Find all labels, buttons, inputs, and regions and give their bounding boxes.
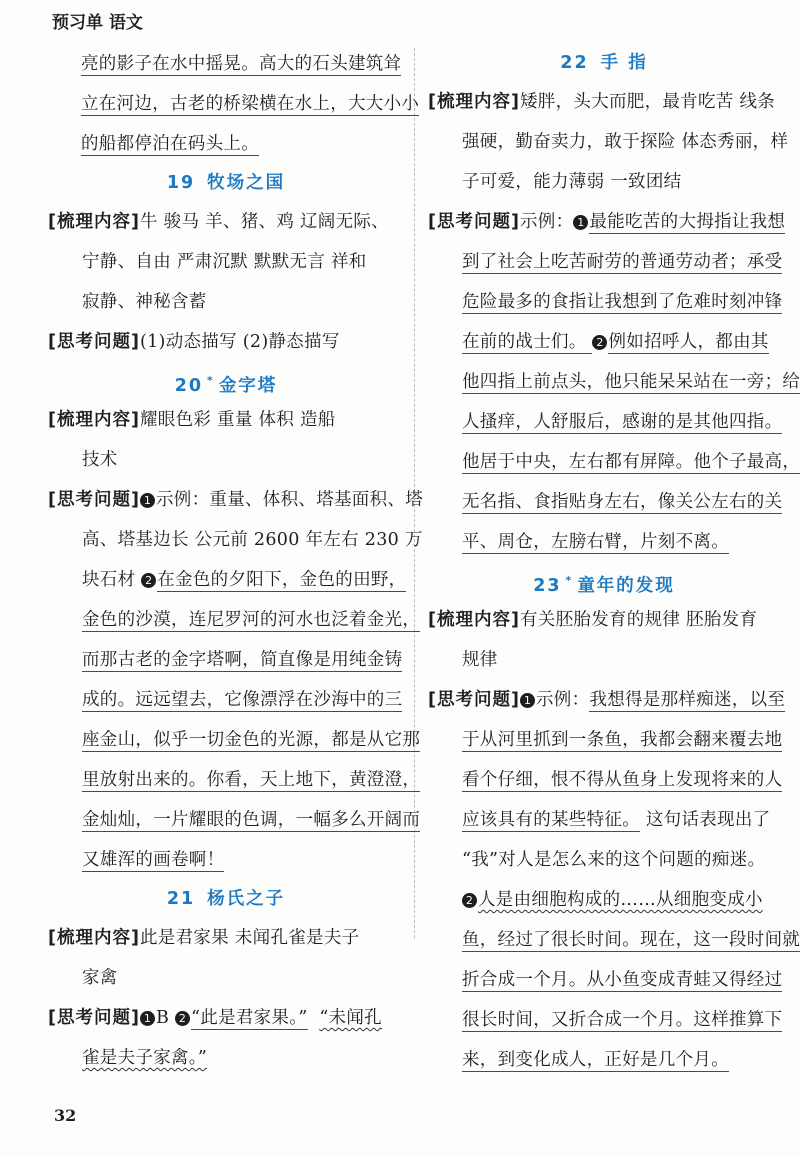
circled-number-icon: 2 (462, 893, 477, 908)
question-label: [思考问题] (428, 212, 520, 232)
text-line: 到了社会上吃苦耐劳的普通劳动者；承受 (462, 252, 783, 272)
circled-number-icon: 1 (140, 493, 155, 508)
circled-number-icon: 2 (175, 1011, 190, 1026)
text-line: [思考问题] 1 示例：我想得是那样痴迷，以至 (428, 690, 786, 710)
text-line: 于从河里抓到一条鱼，我都会翻来覆去地 (462, 730, 783, 750)
text-line: 在前的战士们。 2 例如招呼人，都由其 (462, 332, 769, 352)
text-line: 成的。远远望去，它像漂浮在沙海中的三 (82, 690, 403, 710)
content-label: [梳理内容] (48, 928, 140, 948)
text-line: 强硬，勤奋卖力，敢于探险 体态秀丽，样 (462, 132, 789, 152)
circled-number-icon: 1 (520, 693, 535, 708)
text-line: [梳理内容]牛 骏马 羊、猪、鸡 辽阔无际、 (48, 212, 389, 232)
question-label: [思考问题] (48, 490, 140, 510)
text-line: [思考问题](1)动态描写 (2)静态描写 (48, 332, 340, 352)
text-line: 高、塔基边长 公元前 2600 年左右 230 万 (82, 530, 423, 550)
circled-number-icon: 1 (140, 1011, 155, 1026)
text-line: 规律 (462, 650, 498, 670)
text-line: 很长时间，又折合成一个月。这样推算下 (462, 1010, 783, 1030)
text-line: [梳理内容]有关胚胎发育的规律 胚胎发育 (428, 610, 758, 630)
text-line: 立在河边，古老的桥梁横在水上，大大小小 (81, 94, 420, 114)
right-column (428, 44, 800, 1080)
text-line: [梳理内容]耀眼色彩 重量 体积 造船 (48, 410, 336, 430)
text-line: 鱼，经过了很长时间。现在，这一段时间就 (462, 930, 800, 950)
text-line: 2 人是由细胞构成的……从细胞变成小 (428, 880, 780, 920)
lesson-title-21: 21 杨氏之子 (166, 889, 286, 909)
text-line: 他居于中央，左右都有屏障。他个子最高， (462, 452, 800, 472)
text-line: [梳理内容]矮胖，头大而肥，最肯吃苦 线条 (428, 92, 776, 112)
text-line: [思考问题] 1 B 2 “此是君家果。” “未闻孔 (48, 1008, 382, 1028)
text-line: 座金山，似乎一切金色的光源，都是从它那 (82, 730, 421, 750)
content-label: [梳理内容] (428, 92, 520, 112)
text-line: 寂静、神秘含蓄 (82, 292, 207, 312)
text-line: 家禽 (82, 968, 118, 988)
text-line: 看个仔细，恨不得从鱼身上发现将来的人 (462, 770, 783, 790)
text-line: 雀是夫子家禽。” (82, 1048, 208, 1068)
text-line: 应该具有的某些特征。 这句话表现出了 (462, 810, 771, 830)
text-line: 金灿灿，一片耀眼的色调，一幅多么开阔而 (82, 810, 421, 830)
text-line: 平、周仓，左膀右臂，片刻不离。 (462, 532, 729, 552)
text-line: 宁静、自由 严肃沉默 默默无言 祥和 (82, 252, 367, 272)
text-line: 金色的沙漠，连尼罗河的河水也泛着金光， (82, 610, 421, 630)
circled-number-icon: 2 (141, 573, 156, 588)
circled-number-icon: 1 (573, 215, 588, 230)
left-column (48, 44, 423, 1078)
lesson-title-23: 23 * 童年的发现 (533, 574, 675, 596)
text-line: 无名指、食指贴身左右，像关公左右的关 (462, 492, 783, 512)
text-line: 来，到变化成人，正好是几个月。 (462, 1050, 729, 1070)
content-label: [梳理内容] (428, 610, 520, 630)
content-label: [梳理内容] (48, 410, 140, 430)
lesson-title-19: 19 牧场之国 (166, 173, 286, 193)
text-line: 人搔痒，人舒服后，感谢的是其他四指。 (462, 412, 783, 432)
text-line: 块石材 2 在金色的夕阳下，金色的田野， (82, 570, 407, 590)
text-line: 里放射出来的。你看，天上地下，黄澄澄， (82, 770, 421, 790)
optional-mark: * (565, 574, 574, 587)
page-header: 预习单 语文 (52, 13, 143, 33)
question-label: [思考问题] (48, 332, 140, 352)
lesson-title-22: 22 手 指 (560, 53, 648, 73)
text-line: 亮的影子在水中摇晃。高大的石头建筑耸 (81, 54, 402, 74)
text-line: 他四指上前点头，他只能呆呆站在一旁；给 (462, 372, 800, 392)
text-line: 又雄浑的画卷啊！ (82, 850, 225, 870)
text-line: [思考问题]示例： 1 最能吃苦的大拇指让我想 (428, 212, 786, 232)
text-line: 而那古老的金字塔啊，简直像是用纯金铸 (82, 650, 403, 670)
text-line: 危险最多的食指让我想到了危难时刻冲锋 (462, 292, 783, 312)
lesson-title-20: 20 * 金字塔 (174, 374, 278, 396)
text-line: [梳理内容]此是君家果 未闻孔雀是夫子 (48, 928, 360, 948)
content-label: [梳理内容] (48, 212, 140, 232)
text-line: 子可爱，能力薄弱 一致团结 (462, 172, 682, 192)
text-line: 折合成一个月。从小鱼变成青蛙又得经过 (462, 970, 783, 990)
text-line: “我”对人是怎么来的这个问题的痴迷。 (462, 850, 766, 870)
text-line: 的船都停泊在码头上。 (81, 134, 259, 154)
page-number: 32 (54, 1106, 77, 1125)
question-label: [思考问题] (48, 1008, 140, 1028)
optional-mark: * (207, 374, 215, 387)
question-label: [思考问题] (428, 690, 520, 710)
text-line: [思考问题] 1 示例：重量、体积、塔基面积、塔 (48, 490, 423, 510)
text-line: 技术 (82, 450, 118, 470)
circled-number-icon: 2 (592, 335, 607, 350)
